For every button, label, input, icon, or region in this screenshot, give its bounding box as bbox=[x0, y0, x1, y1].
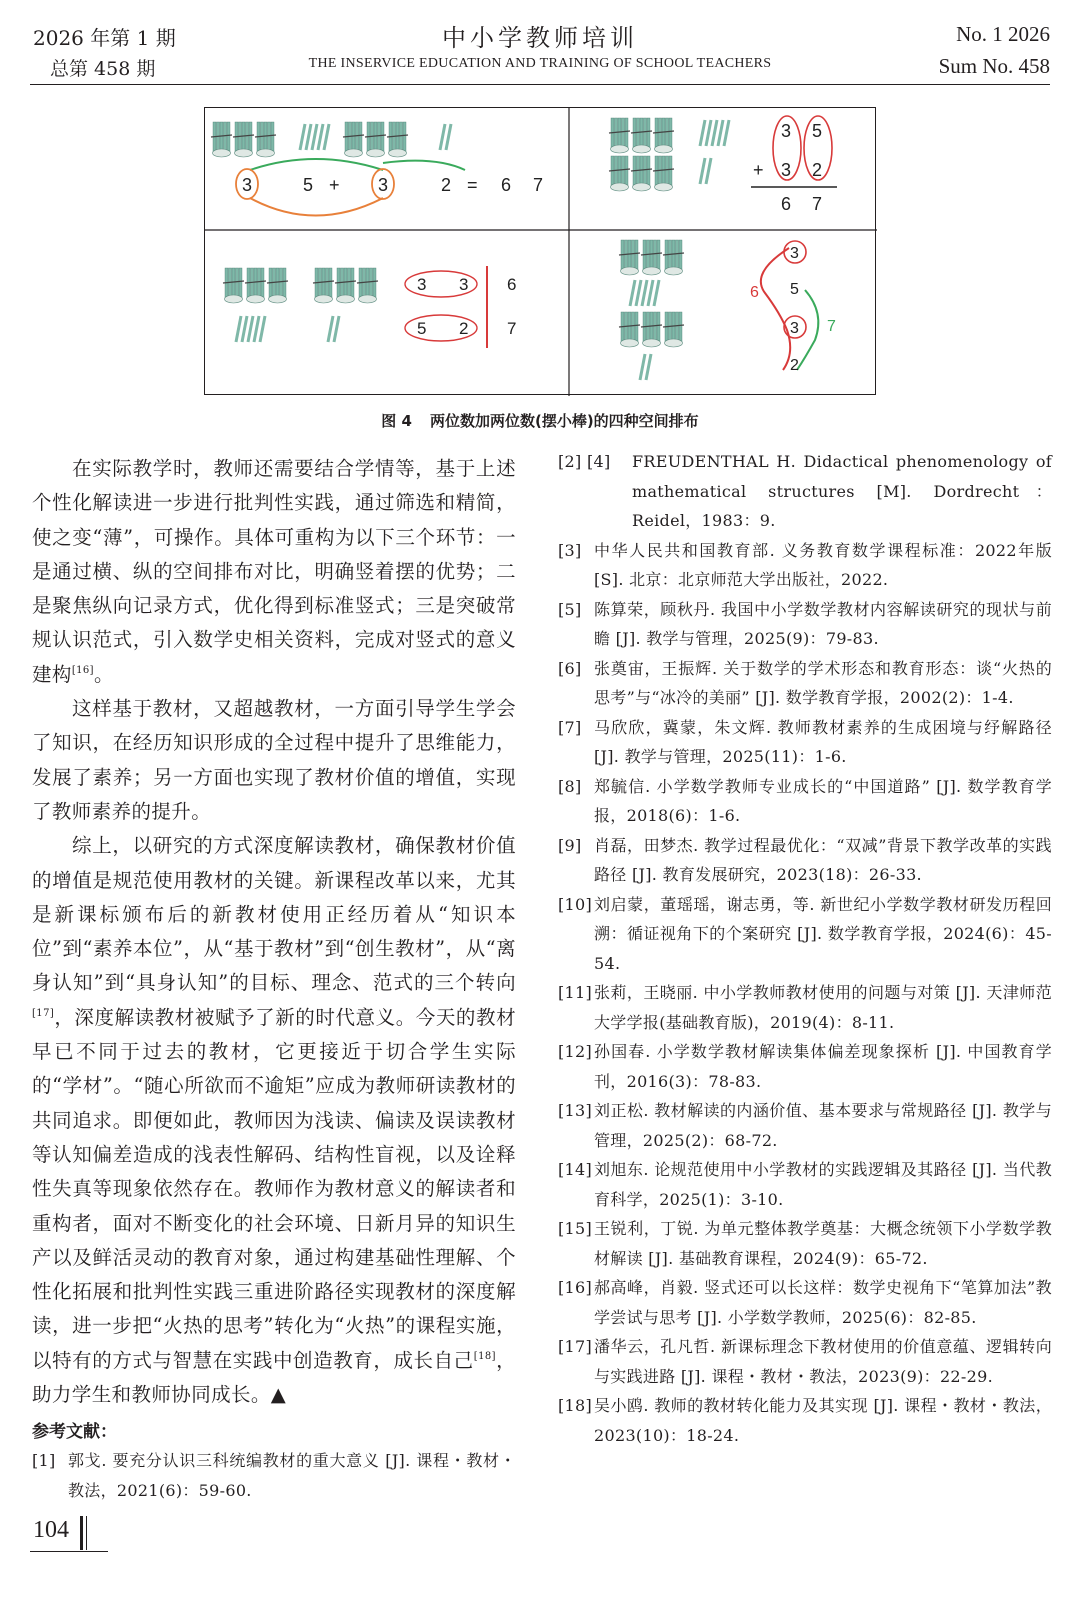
journal-title-en: THE INSERVICE EDUCATION AND TRAINING OF SCHOOL TEACHERS bbox=[308, 56, 772, 71]
reference-tag: [12] bbox=[558, 1042, 593, 1061]
page-number-rule bbox=[30, 1551, 108, 1552]
reference-text: 郝高峰，肖毅. 竖式还可以长这样：数学史视角下“笔算加法”教学尝试与思考 [J]. 小学数学教师，2025(6)：82-85. bbox=[594, 1278, 1052, 1327]
p1-num-3a: 3 bbox=[242, 175, 253, 195]
page-number: 104 bbox=[33, 1517, 69, 1543]
reference-text: 张莉，王晓丽. 中小学教师教材使用的问题与对策 [J]. 天津师范大学学报(基础教育版)，2019(4)：8-11. bbox=[594, 983, 1052, 1032]
reference-text: 张奠宙，王振辉. 关于数学的学术形态和教育形态：谈“火热的思考”与“冰冷的美丽” [J]. 数学教育学报，2002(2)：1-4. bbox=[594, 658, 1052, 707]
reference-tag: [2] [4] bbox=[558, 452, 611, 471]
p2-mid-2: 2 bbox=[812, 160, 823, 180]
reference-text: 马欣欣，冀蒙，朱文辉. 教师教材素养的生成困境与纾解路径 [J]. 教学与管理，2025(11)：1-6. bbox=[594, 717, 1052, 766]
p2-sum-7: 7 bbox=[812, 194, 823, 214]
reference-text: 潘华云，孔凡哲. 新课标理念下教材使用的价值意蕴、逻辑转向与实践进路 [J]. 课程・教材・教法，2023(9)：22-29. bbox=[594, 1337, 1052, 1386]
p2-plus: + bbox=[753, 160, 764, 180]
reference-tag: [6] bbox=[558, 658, 582, 678]
paragraph-3-text-2: ，深度解读教材被赋予了新的时代意义。今天的教材早已不同于过去的教材，它更接近于切合学生实际的“学材”。“随心所欲而不逾矩”应成为教师研读教材的共同追求。即便如此，教师因为浅读、偏读及误读教材等认知偏差造成的浅表性解码、结构性盲视，以及诠释性失真等现象依然存在。教师作为教材意义的解读者和重构者，面对不断变化的社会环境、日新月异的知识生产以及鲜活灵动的教育对象，通过构建基础性理解、个性化拓展和批判性实践三重进阶路径实现教材的深度解读，进一步把“火热的思考”转化为“火热”的课程实施，以特有的方式与智慧在实践中创造教育，成长自己 bbox=[32, 1005, 516, 1372]
reference-tag: [11] bbox=[558, 983, 593, 1002]
panel-horizontal-expression bbox=[211, 122, 543, 216]
reference-item bbox=[558, 890, 1052, 979]
issue-number-en: No. 1 2026 bbox=[956, 22, 1050, 46]
citation-16: [16] bbox=[71, 664, 94, 676]
reference-tag: [18] bbox=[558, 1396, 593, 1415]
paragraph-3-text: 综上，以研究的方式深度解读教材，确保教材价值的增值是规范使用教材的关键。新课程改革以来，尤其是新课标颁布后的新教材使用正经历着从“知识本位”到“素养本位”，从“基于教材”到“创生教材”，从“离身认知”到“具身认知”的目标、理念、范式的三个转向 bbox=[32, 834, 516, 995]
panel-stacked-columns bbox=[619, 240, 836, 380]
p2-mid-3: 3 bbox=[781, 160, 792, 180]
p4-num-2: 2 bbox=[790, 357, 799, 374]
reference-item bbox=[558, 536, 1052, 595]
p2-top-3: 3 bbox=[781, 121, 792, 141]
left-column bbox=[32, 452, 516, 1505]
paragraph-1 bbox=[32, 452, 516, 692]
reference-item bbox=[558, 1037, 1052, 1096]
reference-tag: [5] bbox=[558, 599, 582, 619]
panel-grouped-rows bbox=[223, 266, 516, 348]
paragraph-2: 这样基于教材，又超越教材，一方面引导学生学会了知识，在经历知识形成的全过程中提升了思维能力，发展了素养；另一方面也实现了教材价值的增值，实现了教师素养的提升。 bbox=[32, 697, 516, 823]
reference-item bbox=[558, 978, 1052, 1037]
paragraph-3 bbox=[32, 829, 516, 1412]
reference-item bbox=[558, 1391, 1052, 1450]
right-column bbox=[558, 447, 1052, 1450]
p1-num-7: 7 bbox=[533, 175, 544, 195]
reference-tag: [3] bbox=[558, 540, 582, 560]
issue-total: 总第 458 期 bbox=[50, 58, 156, 80]
reference-item bbox=[558, 1273, 1052, 1332]
p4-num-3b: 3 bbox=[790, 320, 799, 337]
reference-item bbox=[558, 831, 1052, 890]
paragraph-1-text: 在实际教学时，教师还需要结合学情等，基于上述个性化解读进一步进行批判性实践，通过筛选和精简，使之变“薄”，可操作。具体可重构为以下三个环节：一是通过横、纵的空间排布对比，明确竖着摆的优势；二是聚焦纵向记录方式，优化得到标准竖式；三是突破常规认识范式，引入数学史相关资料，完成对竖式的意义建构 bbox=[32, 457, 516, 686]
reference-item bbox=[32, 1446, 516, 1505]
reference-tag: [10] bbox=[558, 894, 593, 914]
journal-title-cn: 中小学教师培训 bbox=[442, 24, 638, 52]
citation-18: [18] bbox=[473, 1350, 496, 1362]
p1-num-2: 2 bbox=[441, 175, 452, 195]
reference-item bbox=[558, 595, 1052, 654]
reference-text: 陈算荣，顾秋丹. 我国中小学数学教材内容解读研究的现状与前瞻 [J]. 教学与管理，2025(9)：79-83. bbox=[594, 599, 1052, 648]
p4-num-7: 7 bbox=[827, 318, 836, 335]
page-number-bar-thin bbox=[86, 1516, 87, 1550]
p3-row2-2: 2 bbox=[459, 319, 469, 338]
running-header bbox=[0, 0, 1080, 90]
issue-year: 2026 年第 1 期 bbox=[33, 26, 176, 50]
reference-item bbox=[558, 654, 1052, 713]
reference-text: FREUDENTHAL H. Didactical phenomenology of mathematical structures [M]. Dordrecht：Reidel，1983：9. bbox=[632, 452, 1052, 530]
p3-row2-5: 5 bbox=[417, 319, 427, 338]
paragraph-1-end: 。 bbox=[93, 662, 114, 686]
p1-num-5: 5 bbox=[303, 175, 314, 195]
reference-item bbox=[558, 772, 1052, 831]
figure-label: 图 4 bbox=[381, 412, 412, 430]
reference-tag: [13] bbox=[558, 1101, 593, 1120]
p4-num-5: 5 bbox=[790, 281, 799, 298]
p4-num-3a: 3 bbox=[790, 245, 799, 262]
reference-text: 孙国春. 小学数学教材解读集体偏差现象探析 [J]. 中国教育学刊，2016(3)：78-83. bbox=[594, 1042, 1052, 1091]
reference-item bbox=[558, 447, 1052, 536]
reference-text: 郭戈. 要充分认识三科统编教材的重大意义 [J]. 课程・教材・教法，2021(6)：59-60. bbox=[68, 1451, 516, 1500]
reference-text: 吴小鸥. 教师的教材转化能力及其实现 [J]. 课程・教材・教法，2023(10)：18-24. bbox=[594, 1396, 1052, 1445]
reference-text: 刘启蒙，董瑶瑶，谢志勇，等. 新世纪小学数学教材研发历程回溯：循证视角下的个案研究 [J]. 数学教育学报，2024(6)：45-54. bbox=[594, 894, 1052, 973]
reference-tag: [16] bbox=[558, 1278, 593, 1297]
page-number-bar bbox=[80, 1516, 83, 1550]
p4-num-6: 6 bbox=[750, 284, 759, 301]
header-rule bbox=[30, 84, 1050, 85]
reference-item bbox=[558, 1214, 1052, 1273]
issue-sum-en: Sum No. 458 bbox=[938, 54, 1050, 78]
p3-row1-3b: 3 bbox=[459, 275, 469, 294]
reference-text: 中华人民共和国教育部. 义务教育数学课程标准：2022年版 [S]. 北京：北京师范大学出版社，2022. bbox=[594, 540, 1052, 589]
figure-caption bbox=[0, 410, 1080, 431]
reference-text: 郑毓信. 小学数学教师专业成长的“中国道路” [J]. 数学教育学报，2018(6)：1-6. bbox=[594, 776, 1052, 825]
figure-4 bbox=[204, 107, 876, 395]
p2-sum-6: 6 bbox=[781, 194, 792, 214]
reference-tag: [17] bbox=[558, 1337, 593, 1356]
p1-plus: + bbox=[329, 175, 340, 195]
p3-row2-7: 7 bbox=[507, 319, 517, 338]
reference-tag: [9] bbox=[558, 835, 582, 855]
reference-tag: [15] bbox=[558, 1219, 593, 1238]
citation-17: [17] bbox=[32, 1007, 55, 1019]
reference-tag: [8] bbox=[558, 776, 582, 796]
p1-eq: = bbox=[467, 175, 478, 195]
p1-num-6: 6 bbox=[501, 175, 512, 195]
paragraph-3-end: ，助力学生和教师协同成长。▲ bbox=[32, 1348, 516, 1407]
reference-item bbox=[558, 713, 1052, 772]
reference-item bbox=[558, 1155, 1052, 1214]
reference-tag: [14] bbox=[558, 1160, 593, 1179]
figure-4-illustration bbox=[205, 108, 877, 396]
p1-num-3b: 3 bbox=[378, 175, 389, 195]
reference-text: 刘正松. 教材解读的内涵价值、基本要求与常规路径 [J]. 教学与管理，2025(2)：68-72. bbox=[594, 1101, 1052, 1150]
references-heading: 参考文献： bbox=[32, 1422, 117, 1443]
reference-item bbox=[558, 1332, 1052, 1391]
p3-row1-3a: 3 bbox=[417, 275, 427, 294]
reference-text: 肖磊，田梦杰. 教学过程最优化：“双减”背景下教学改革的实践路径 [J]. 教育发展研究，2023(18)：26-33. bbox=[594, 835, 1052, 884]
reference-item bbox=[558, 1096, 1052, 1155]
panel-vertical-form bbox=[609, 116, 837, 214]
reference-tag: [7] bbox=[558, 717, 582, 737]
reference-text: 王锐利，丁锐. 为单元整体教学奠基：大概念统领下小学数学教材解读 [J]. 基础教育课程，2024(9)：65-72. bbox=[594, 1219, 1052, 1268]
figure-title: 两位数加两位数(摆小棒)的四种空间排布 bbox=[429, 412, 699, 430]
p2-top-5: 5 bbox=[812, 121, 823, 141]
reference-tag: [1] bbox=[32, 1451, 56, 1471]
p3-row1-6: 6 bbox=[507, 275, 517, 294]
reference-text: 刘旭东. 论规范使用中小学教材的实践逻辑及其路径 [J]. 当代教育科学，2025(1)：3-10. bbox=[594, 1160, 1052, 1209]
